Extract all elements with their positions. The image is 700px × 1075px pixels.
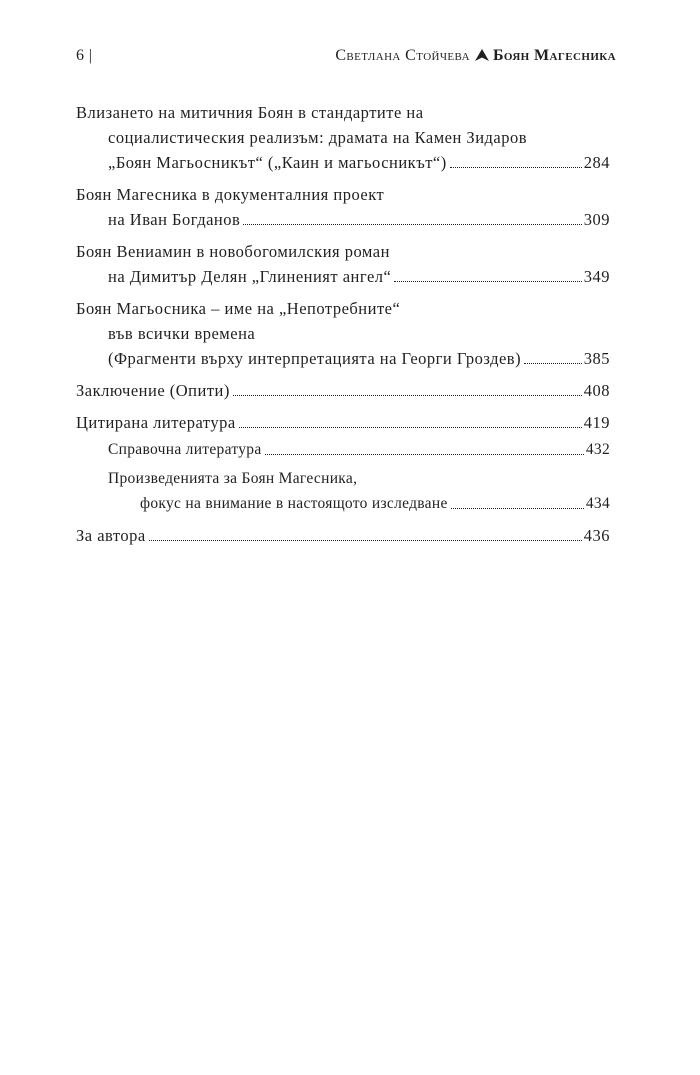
- toc-entry-last-line: [76, 346, 610, 371]
- toc-entry-line: на Иван Богданов: [108, 210, 241, 229]
- toc-entry-line: (Фрагменти върху интерпретацията на Георги Гроздев): [108, 349, 522, 368]
- toc-entry-last-line: [76, 437, 610, 462]
- toc-entry-line: Боян Вениамин в новобогомилския роман: [76, 242, 390, 261]
- toc-entry-line: Боян Магьосника – име на „Непотребните“: [76, 299, 401, 318]
- toc-subentry[interactable]: [76, 466, 610, 516]
- page-number: 6 |: [76, 47, 93, 64]
- ornament-icon: [475, 49, 489, 61]
- toc-entry-last-line: [76, 523, 610, 548]
- toc-entry-line: Боян Магесника в документалния проект: [76, 185, 385, 204]
- toc-page-number: 434: [585, 495, 610, 512]
- toc-entry-line: За автора: [76, 526, 146, 545]
- toc-page-number: 309: [583, 210, 610, 229]
- toc-entry-line: Влизането на митичния Боян в стандартите на: [76, 103, 424, 122]
- toc-page-number: 419: [583, 413, 610, 432]
- toc-entry-last-line: [76, 150, 610, 175]
- dot-leader: [524, 346, 582, 364]
- toc-entry[interactable]: [76, 182, 610, 232]
- toc-entry-line: Справочна литература: [108, 441, 262, 458]
- toc-entry-line: социалистическия реализъм: драмата на Камен Зидаров: [108, 128, 528, 147]
- toc-page-number: 284: [583, 153, 610, 172]
- toc-entry[interactable]: [76, 378, 610, 403]
- dot-leader: [451, 491, 584, 509]
- toc-entry-line: фокус на внимание в настоящото изследване: [140, 495, 448, 512]
- toc-entry-line: Цитирана литература: [76, 413, 236, 432]
- dot-leader: [265, 437, 584, 455]
- toc-page-number: 432: [585, 441, 610, 458]
- toc-entry-last-line: [76, 378, 610, 403]
- dot-leader: [243, 207, 581, 225]
- author-name: Светлана Стойчева: [335, 47, 470, 64]
- toc-entry-last-line: [76, 207, 610, 232]
- toc-entry[interactable]: [76, 523, 610, 548]
- toc-entry[interactable]: [76, 239, 610, 289]
- toc-page-number: 385: [583, 349, 610, 368]
- dot-leader: [394, 264, 581, 282]
- table-of-contents: [76, 100, 610, 555]
- toc-entry-last-line: [76, 491, 610, 516]
- running-head: [335, 47, 616, 65]
- toc-page-number: 408: [583, 381, 610, 400]
- dot-leader: [233, 378, 582, 396]
- toc-page-number: 436: [583, 526, 610, 545]
- toc-entry[interactable]: [76, 296, 610, 371]
- toc-entry-line: Заключение (Опити): [76, 381, 230, 400]
- dot-leader: [149, 523, 582, 541]
- running-header: [76, 44, 616, 72]
- toc-entry-line: „Боян Магьосникът“ („Каин и магьосникът“): [108, 153, 447, 172]
- dot-leader: [450, 150, 582, 168]
- toc-entry[interactable]: [76, 410, 610, 435]
- toc-entry-line: на Димитър Делян „Глиненият ангел“: [108, 267, 392, 286]
- toc-page-number: 349: [583, 267, 610, 286]
- toc-entry-last-line: [76, 410, 610, 435]
- toc-entry-last-line: [76, 264, 610, 289]
- toc-entry-line: Произведенията за Боян Магесника,: [108, 470, 358, 487]
- dot-leader: [239, 410, 582, 428]
- toc-entry-line: във всички времена: [108, 324, 256, 343]
- toc-entry[interactable]: [76, 100, 610, 175]
- toc-subentry[interactable]: [76, 437, 610, 462]
- book-title: Боян Магесника: [492, 47, 616, 64]
